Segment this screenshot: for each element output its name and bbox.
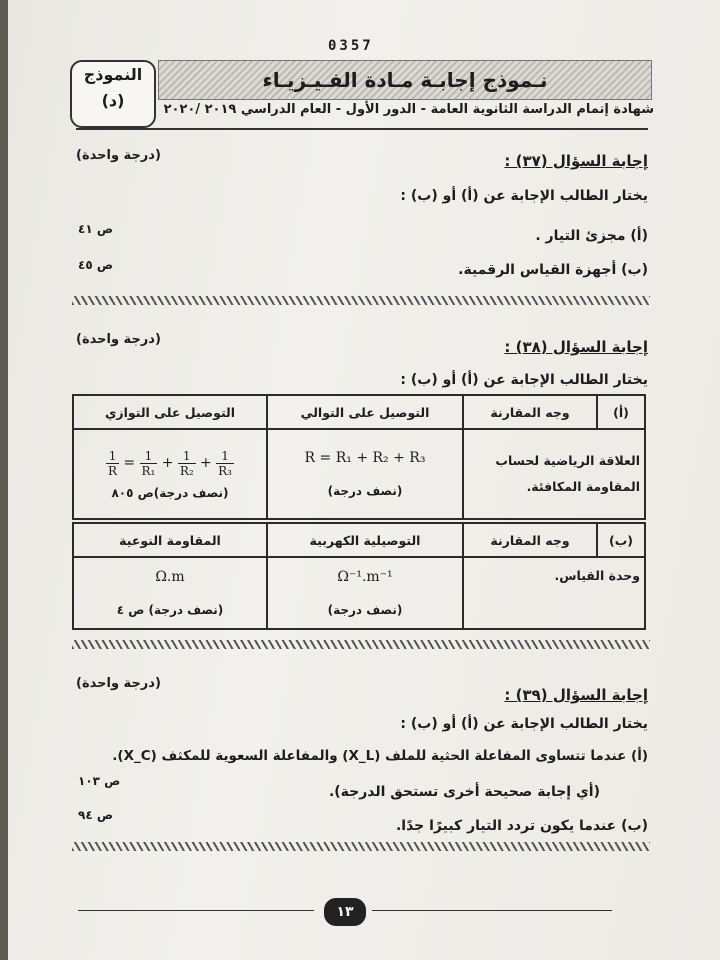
table-a-col-face: وجه المقارنة (463, 395, 597, 429)
table-a-parallel-cell (73, 429, 267, 519)
q39-ref-b: ص ٩٤ (78, 808, 113, 822)
series-formula: R = R₁ + R₂ + R₃ (304, 450, 426, 466)
q37-grade: (درجة واحدة) (76, 148, 161, 163)
table-b-col-face: وجه المقارنة (463, 523, 597, 557)
model-label: النموذج (83, 65, 143, 84)
q38-heading: إجابة السؤال (٣٨) : (504, 338, 648, 356)
q39-instruction: يختار الطالب الإجابة عن (أ) أو (ب) : (400, 716, 648, 732)
parallel-formula: $\frac{1}{R}$ = $\frac{1}{\text{R₁}}$ + $\frac{1}{\text{R₂}}$ + $\frac{1}{\text{R₃}}$ (108, 448, 232, 478)
q37-ref-b: ص ٤٥ (78, 258, 113, 272)
table-a-row-label: العلاقة الرياضية لحساب المقاومة المكافئة. (463, 429, 645, 519)
q39-answer-b: (ب) عندما يكون تردد التيار كبيرًا جدًا. (395, 818, 648, 834)
table-b-col-resistivity: المقاومة النوعية (73, 523, 267, 557)
section-separator (72, 842, 650, 851)
table-b-resistivity-cell (73, 557, 267, 629)
footer-line-right (372, 910, 612, 911)
table-b-conductivity-cell (267, 557, 463, 629)
q38-table-b (72, 522, 646, 630)
resistivity-grade: (نصف درجة) ص ٤ (116, 603, 224, 617)
q37-instruction: يختار الطالب الإجابة عن (أ) أو (ب) : (400, 188, 648, 204)
page-number: ١٣ (324, 898, 366, 926)
table-a-col-series: التوصيل على التوالي (267, 395, 463, 429)
q39-grade: (درجة واحدة) (76, 676, 161, 691)
q38-grade: (درجة واحدة) (76, 332, 161, 347)
section-separator (72, 640, 650, 649)
q39-answer-a: (أ) عندما تتساوى المفاعلة الحثية للملف (X_L) والمفاعلة السعوية للمكثف (X_C). (112, 748, 648, 764)
model-letter: (د) (101, 91, 125, 110)
q38-instruction: يختار الطالب الإجابة عن (أ) أو (ب) : (400, 372, 648, 388)
table-b-col-conductivity: التوصيلية الكهربية (267, 523, 463, 557)
header-divider (76, 128, 648, 130)
exam-subtitle: شهادة إتمام الدراسة الثانوية العامة - الدور الأول - العام الدراسي ٢٠١٩ /٢٠٢٠ (163, 102, 654, 117)
footer-line-left (78, 910, 314, 911)
q37-heading: إجابة السؤال (٣٧) : (504, 152, 648, 170)
q37-answer-b: (ب) أجهزة القياس الرقمية. (458, 262, 648, 278)
q38-table-a (72, 394, 646, 520)
q39-answer-a-note: (أي إجابة صحيحة أخرى تستحق الدرجة). (328, 784, 600, 800)
page-title: نـموذج إجابـة مـادة الفـيـزيـاء (158, 60, 652, 100)
resistivity-unit: Ω.m (155, 569, 185, 585)
table-b-part: (ب) (597, 523, 645, 557)
model-box (70, 60, 156, 128)
q39-ref-a: ص ١٠٣ (78, 774, 121, 788)
conductivity-grade: (نصف درجة) (327, 603, 403, 617)
table-a-part: (أ) (597, 395, 645, 429)
answer-sheet (8, 0, 720, 960)
table-b-row-label: وحدة القياس. (463, 557, 645, 629)
q37-ref-a: ص ٤١ (78, 222, 113, 236)
section-separator (72, 296, 650, 305)
conductivity-unit: Ω⁻¹.m⁻¹ (337, 569, 393, 585)
parallel-grade: (نصف درجة)ص ٨٠٥ (111, 485, 229, 500)
series-grade: (نصف درجة) (327, 484, 403, 498)
serial-number: 0357 (328, 38, 374, 54)
q37-answer-a: (أ) مجزئ التيار . (535, 228, 648, 244)
q39-heading: إجابة السؤال (٣٩) : (504, 686, 648, 704)
table-a-series-cell (267, 429, 463, 519)
table-a-col-parallel: التوصيل على التوازي (73, 395, 267, 429)
